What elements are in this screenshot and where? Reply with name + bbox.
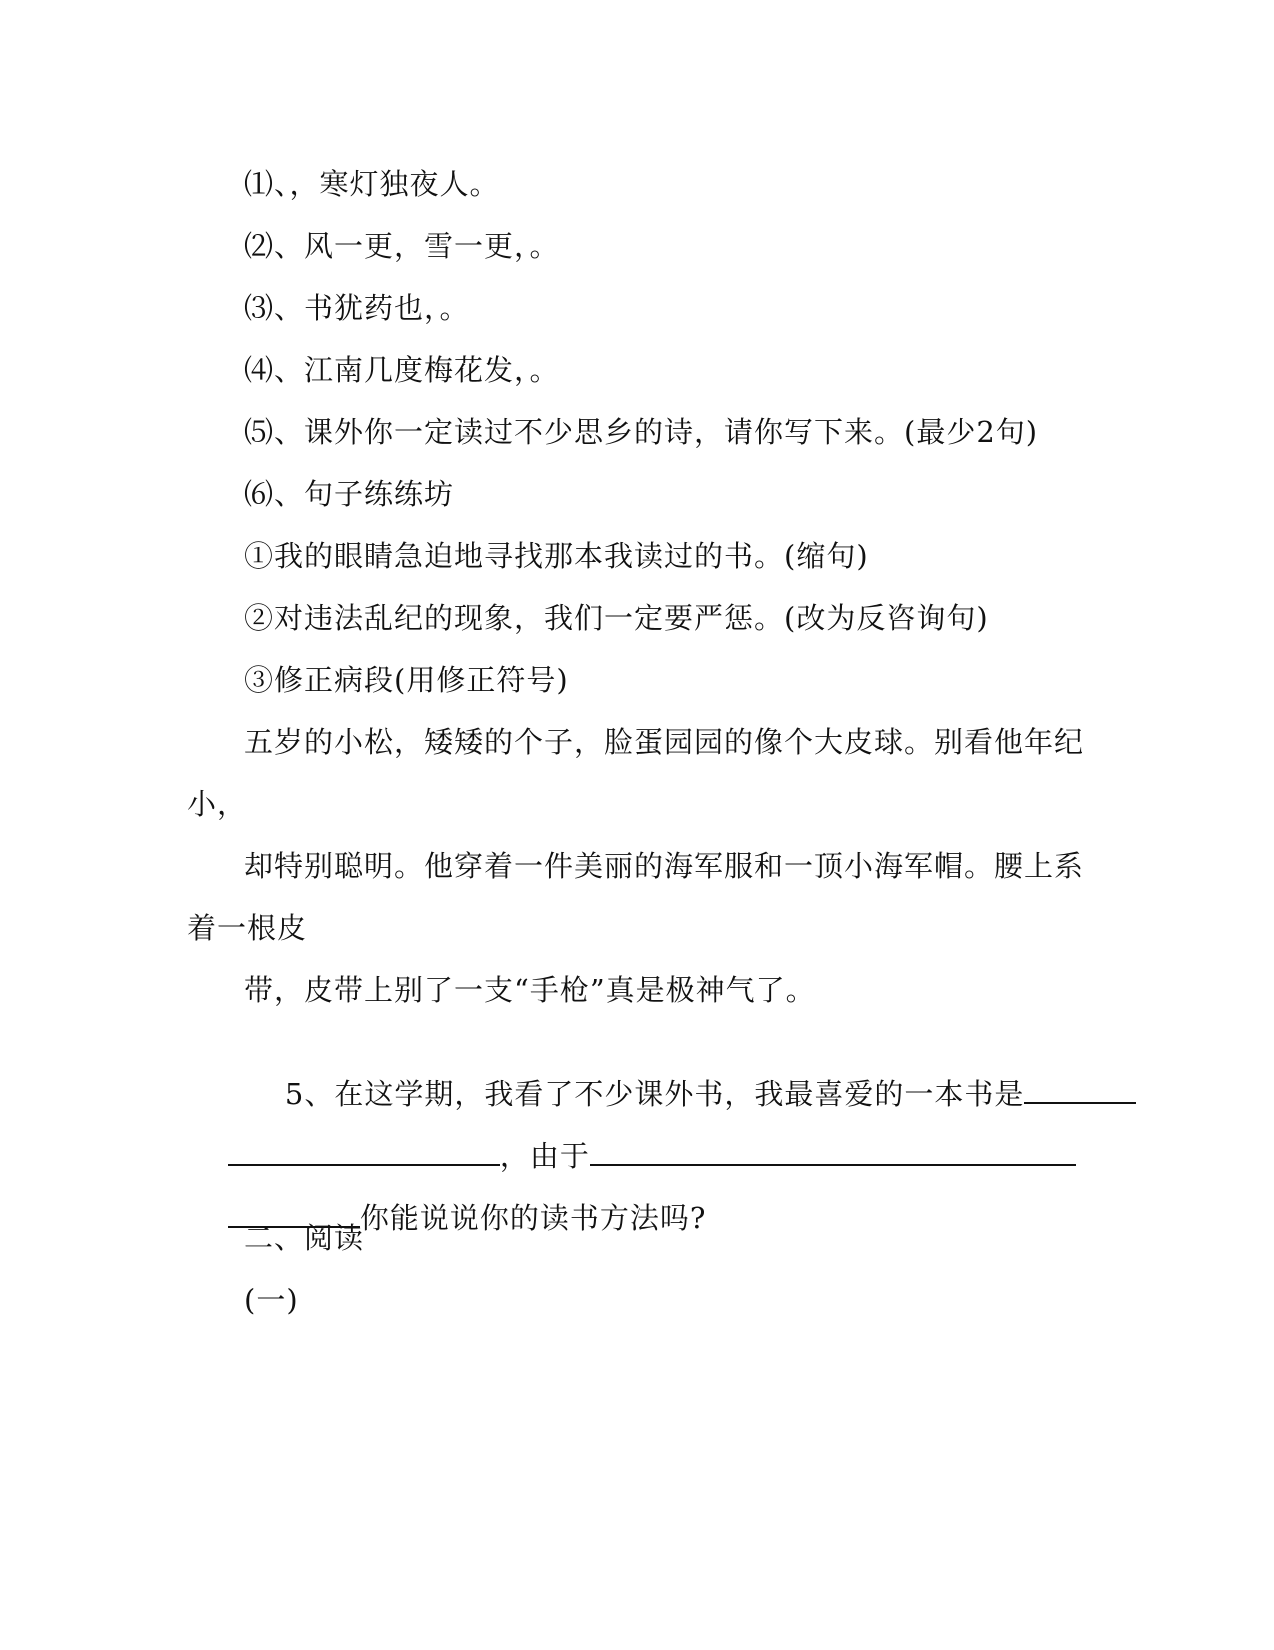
sentence-task-3: ③修正病段(用修正符号) (244, 663, 569, 697)
question-5-reading-text: 5、在这学期，我看了不少课外书，我最喜爱的一本书是 (284, 1077, 1025, 1111)
question-1: ⑴、，寒灯独夜人。 (244, 167, 500, 201)
paragraph-line-2-wrap: 着一根皮 (187, 911, 308, 945)
paragraph-line-1: 五岁的小松，矮矮的个子，脸蛋园园的像个大皮球。别看他年纪 (244, 725, 1085, 759)
question-3: ⑶、书犹药也，。 (244, 291, 470, 325)
question-5-reading-line-3 (187, 1156, 706, 1278)
question-5: ⑸、课外你一定读过不少思乡的诗，请你写下来。(最少2句) (244, 415, 1039, 449)
reason-label: ，由于 (499, 1139, 590, 1173)
section-reading-heading: 二、阅读 (244, 1221, 365, 1255)
question-4: ⑷、江南几度梅花发，。 (244, 353, 560, 387)
question-6: ⑹、句子练练坊 (244, 477, 455, 511)
paragraph-line-1-wrap: 小， (187, 787, 248, 821)
reading-method-question: 你能说说你的读书方法吗? (359, 1201, 707, 1235)
sentence-task-1: ①我的眼睛急迫地寻找那本我读过的书。(缩句) (244, 539, 869, 573)
question-2: ⑵、风一更，雪一更，。 (244, 229, 560, 263)
subsection-one: (一) (244, 1283, 299, 1317)
paragraph-line-3: 带，皮带上别了一支“手枪”真是极神气了。 (244, 973, 816, 1007)
paragraph-line-2: 却特别聪明。他穿着一件美丽的海军服和一顶小海军帽。腰上系 (244, 849, 1085, 883)
sentence-task-2: ②对违法乱纪的现象，我们一定要严惩。(改为反咨询句) (244, 601, 989, 635)
